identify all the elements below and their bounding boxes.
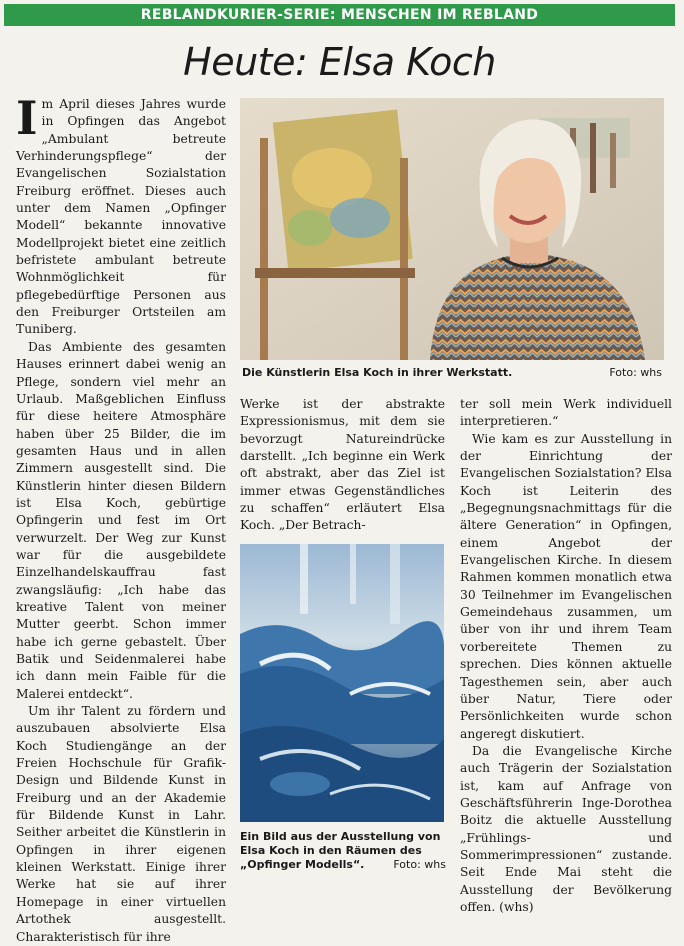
article-column-2: [240, 396, 445, 535]
caption-text: Die Künstlerin Elsa Koch in ihrer Werkstatt.: [242, 366, 513, 379]
caption-text: Ein Bild aus der Ausstellung von Elsa Koch in den Räumen des „Opfinger Modells“.: [240, 830, 441, 871]
photo-credit: Foto: whs: [393, 858, 446, 871]
headline: Heute: Elsa Koch: [183, 40, 496, 84]
article-column-3: [460, 396, 672, 916]
photo-caption-portrait: [242, 366, 662, 380]
paragraph: Wie kam es zur Ausstellung in der Einrichtung der Evangelischen Sozialstation? Elsa Koch ist Leiterin des „Begegnungsnachmittags für die ältere Generation“ in Opfingen, einem Angebot der Evangelischen Kirche. In diesem Rahmen kommen monatlich etwa 30 Teilnehmer im Evangelischen Gemeindehaus zusammen, um über von ihr und ihrem Team vorbereitete Themen zu sprechen. Dies können aktuelle Tagesthemen sein, aber auch über Natur, Tiere oder Persönlichkeiten wurde schon angeregt diskutiert.: [460, 431, 672, 741]
series-banner: REBLANDKURIER-SERIE: MENSCHEN IM REBLAND: [4, 4, 675, 26]
newspaper-page: [4, 4, 680, 944]
paragraph: Im April dieses Jahres wurde in Opfingen das Angebot „Ambulant betreute Verhinderungspflege“ der Evangelischen Sozialstation Freiburg eröffnet. Dieses auch unter dem Namen „Opfinger Modell“ bekannte innovative Modellprojekt bietet eine zeitlich befristete ambulant betreute Wohnmöglichkeit für pflegebedürftige Personen aus den Freiburger Ortsteilen am Tuniberg.: [16, 91, 226, 337]
article-column-1: [16, 91, 226, 946]
paragraph: Um ihr Talent zu fördern und auszubauen absolvierte Elsa Koch Studiengänge an der Freien Hochschule für Grafik-Design und Bildende Kunst in Freiburg und an der Akademie für Bildende Kunst in Lahr. Seither arbeitet die Künstlerin in Opfingen in ihrer eigenen kleinen Werkstatt. Einige ihrer Werke hat sie auf ihrer Homepage in einer virtuellen Artothek ausgestellt. Charakteristisch für ihre: [16, 704, 226, 944]
artist-portrait-photo: [240, 98, 664, 360]
paragraph: Werke ist der abstrakte Expressionismus, mit dem sie bevorzugt Natureindrücke darstellt. „Ich beginne ein Werk oft abstrakt, aber das Ziel ist immer etwas Gegenständliches zu schaffen“ erläutert Elsa Koch. „Der Betrach-: [240, 397, 445, 533]
paragraph: ter soll mein Werk individuell interpretieren.“: [460, 397, 672, 429]
paragraph: Das Ambiente des gesamten Hauses erinnert dabei wenig an Pflege, sondern viel mehr an Urlaub. Maßgeblichen Einfluss für diese heitere Atmosphäre haben über 25 Bilder, die im gesamten Haus und in allen Zimmern ausgestellt sind. Die Künstlerin hinter diesen Bildern ist Elsa Koch, gebürtige Opfingerin und fest im Ort verwurzelt. Der Weg zur Kunst war für die ausgebildete Einzelhandelskauffrau fast zwangsläufig: „Ich habe das kreative Talent von meiner Mutter geerbt. Schon immer habe ich gerne gebastelt. Über Batik und Seidenmalerei habe ich dann mein Faible für die Malerei entdeckt“.: [16, 339, 226, 701]
exhibition-painting-photo: [240, 544, 444, 822]
photo-caption-painting: [240, 830, 446, 872]
portrait-illustration: [240, 98, 664, 360]
painting-illustration: [240, 544, 444, 822]
paragraph: Da die Evangelische Kirche auch Trägerin der Sozialstation ist, kam auf Anfrage von Geschäftsführerin Inge-Dorothea Boitz die aktuelle Ausstellung „Frühlings- und Sommerimpressionen“ zustande. Seit Ende Mai steht die Ausstellung der Bevölkerung offen. (whs): [460, 743, 672, 914]
photo-credit: Foto: whs: [609, 366, 662, 379]
drop-cap: I: [16, 91, 38, 145]
